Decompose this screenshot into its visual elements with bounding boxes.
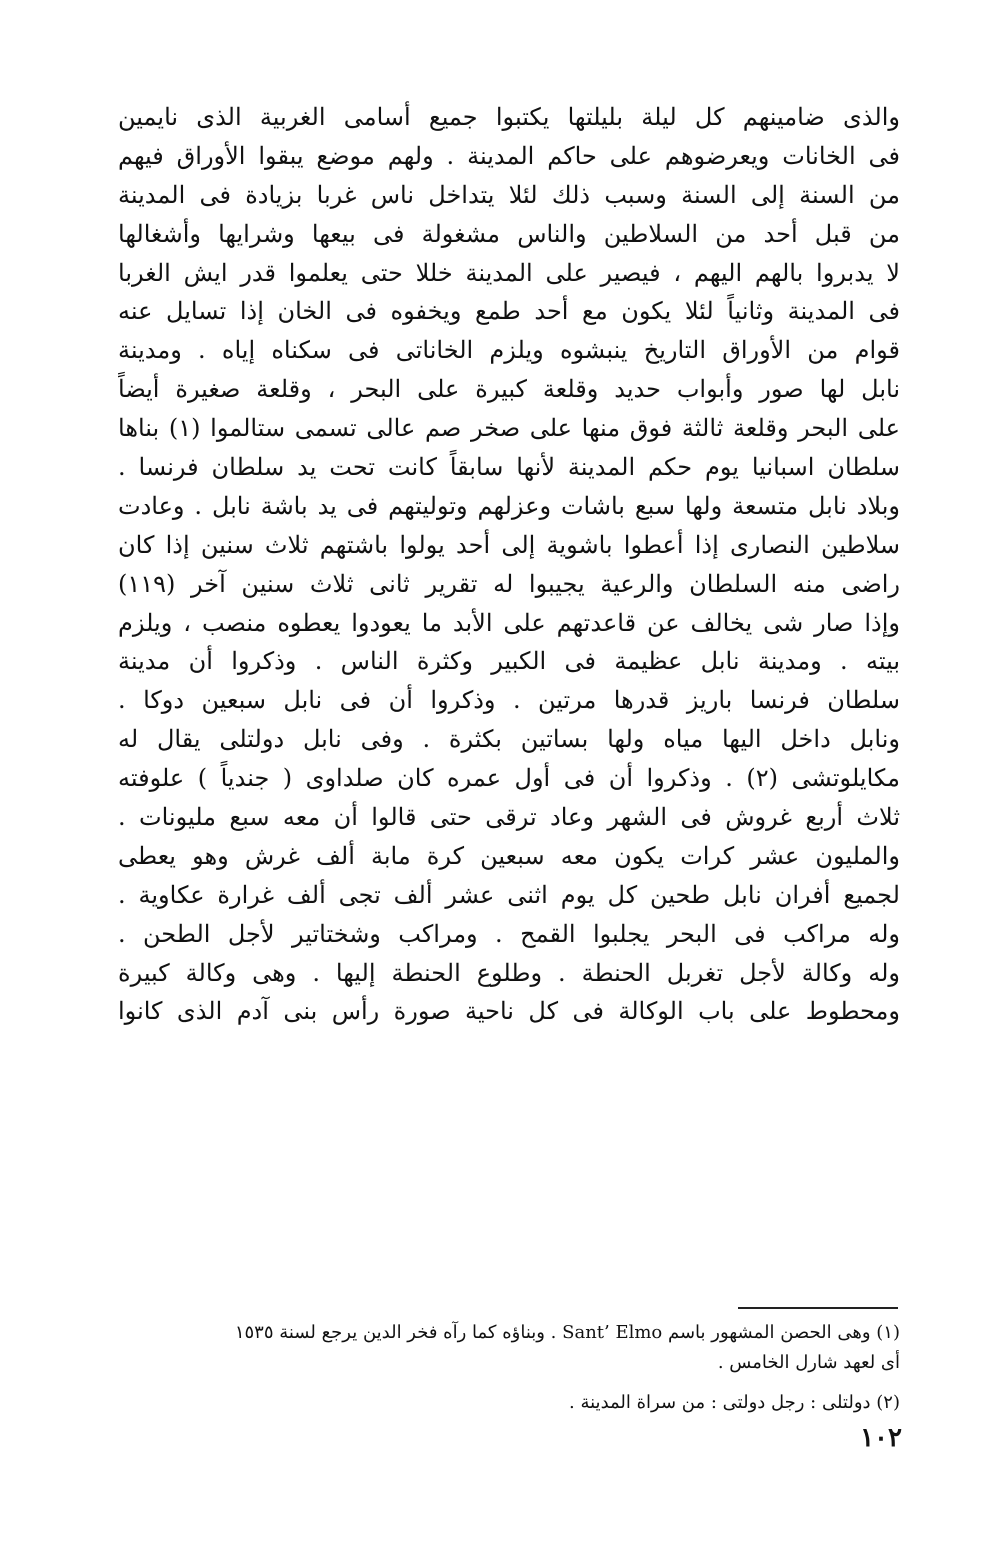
text-line: من قبل أحد من السلاطين والناس مشغولة فى بيعها وشرايها وأشغالها	[118, 219, 900, 248]
text-line: وبلاد نابل متسعة ولها سبع باشات وعزلهم وتوليتهم فى يد باشة نابل . وعادت	[118, 491, 900, 520]
text-line: سلطان فرنسا باريز قدرها مرتين . وذكروا أن فى نابل سبعين دوكا .	[118, 686, 900, 715]
footnotes	[118, 1318, 900, 1418]
text-line: سلاطين النصارى إذا أعطوا باشوية إلى أحد يولوا باشتهم ثلاث سنين إذا كان	[118, 530, 900, 559]
main-text	[118, 98, 900, 1031]
footnote-separator	[738, 1307, 898, 1309]
text-line: ومحطوط على باب الوكالة فى كل ناحية صورة رأس بنى آدم الذى كانوا	[118, 997, 900, 1026]
text-line: فى المدينة وثانياً لئلا يكون مع أحد طمع ويخفوه فى الخان إذا تسايل عنه	[118, 297, 900, 326]
footnote-line: (٢) دولتلى : رجل دولتى : من سراة المدينة .	[569, 1392, 900, 1413]
text-line: نابل لها صور وأبواب حديد وقلعة كبيرة على البحر ، وقلعة صغيرة أيضاً	[118, 375, 900, 404]
text-line: لجميع أفران نابل طحين كل يوم اثنى عشر ألف تجى ألف غرارة عكاوية .	[118, 880, 900, 909]
text-line: بيته . ومدينة نابل عظيمة فى الكبير وكثرة الناس . وذكروا أن مدينة	[118, 647, 900, 676]
footnote-line: (١) وهى الحصن المشهور باسم Sant’ Elmo . وبناؤه كما رآه فخر الدين يرجع لسنة ١٥٣٥	[234, 1322, 900, 1343]
page-number: ١٠٢	[860, 1423, 902, 1453]
text-line: والذى ضامينهم كل ليلة بليلتها يكتبوا جميع أسامى الغربية الذى نايمين	[118, 103, 900, 131]
text-line: سلطان اسبانيا يوم حكم المدينة لأنها سابقاً كانت تحت يد سلطان فرنسا .	[118, 453, 900, 482]
text-line: وله وكالة لأجل تغربل الحنطة . وطلوع الحنطة إليها . وهى وكالة كبيرة	[118, 958, 900, 987]
text-line: لا يدبروا بالهم اليهم ، فيصير على المدينة خللا حتى يعلموا قدر ايش الغربا	[118, 258, 900, 287]
text-line: والمليون عشر كرات يكون معه سبعين كرة مابة ألف غرش وهو يعطى	[118, 841, 900, 870]
text-line: من السنة إلى السنة وسبب ذلك لئلا يتداخل ناس غربا بزيادة فى المدينة	[118, 180, 900, 209]
text-line: راضى منه السلطان والرعية يجيبوا له تقرير ثانى ثلاث سنين آخر (١١٩)	[118, 569, 900, 598]
text-line: قوام من الأوراق التاريخ ينبشوه ويلزم الخاناتى فى سكناه إياه . ومدينة	[118, 336, 900, 365]
footnote-gap	[118, 1378, 900, 1388]
text-line: فى الخانات ويعرضوهم على حاكم المدينة . ولهم موضع يبقوا الأوراق فيهم	[118, 141, 900, 170]
text-line: وإذا صار شى يخالف عن قاعدتهم على الأبد ما يعودوا يعطوه منصب ، ويلزم	[118, 608, 900, 637]
text-line: ونابل داخل اليها مياه ولها بساتين بكثرة . وفى نابل دولتلى يقال له	[118, 725, 900, 754]
text-line: مكايلوتشى (٢) . وذكروا أن فى أول عمره كان صلداوى ( جندياً ) علوفته	[118, 764, 900, 793]
text-line: وله مراكب فى البحر يجلبوا القمح . ومراكب وشختاتير لأجل الطحن .	[118, 919, 900, 948]
text-line: على البحر وقلعة ثالثة فوق منها على صخر صم عالى تسمى ستالموا (١) بناها	[118, 414, 900, 443]
footnote	[118, 1388, 900, 1418]
text-line: ثلاث أربع غروش فى الشهر وعاد ترقى حتى قالوا أن معه سبع مليونات .	[118, 803, 900, 832]
footnote	[118, 1318, 900, 1378]
footnote-line: أى لعهد شارل الخامس .	[717, 1352, 900, 1373]
